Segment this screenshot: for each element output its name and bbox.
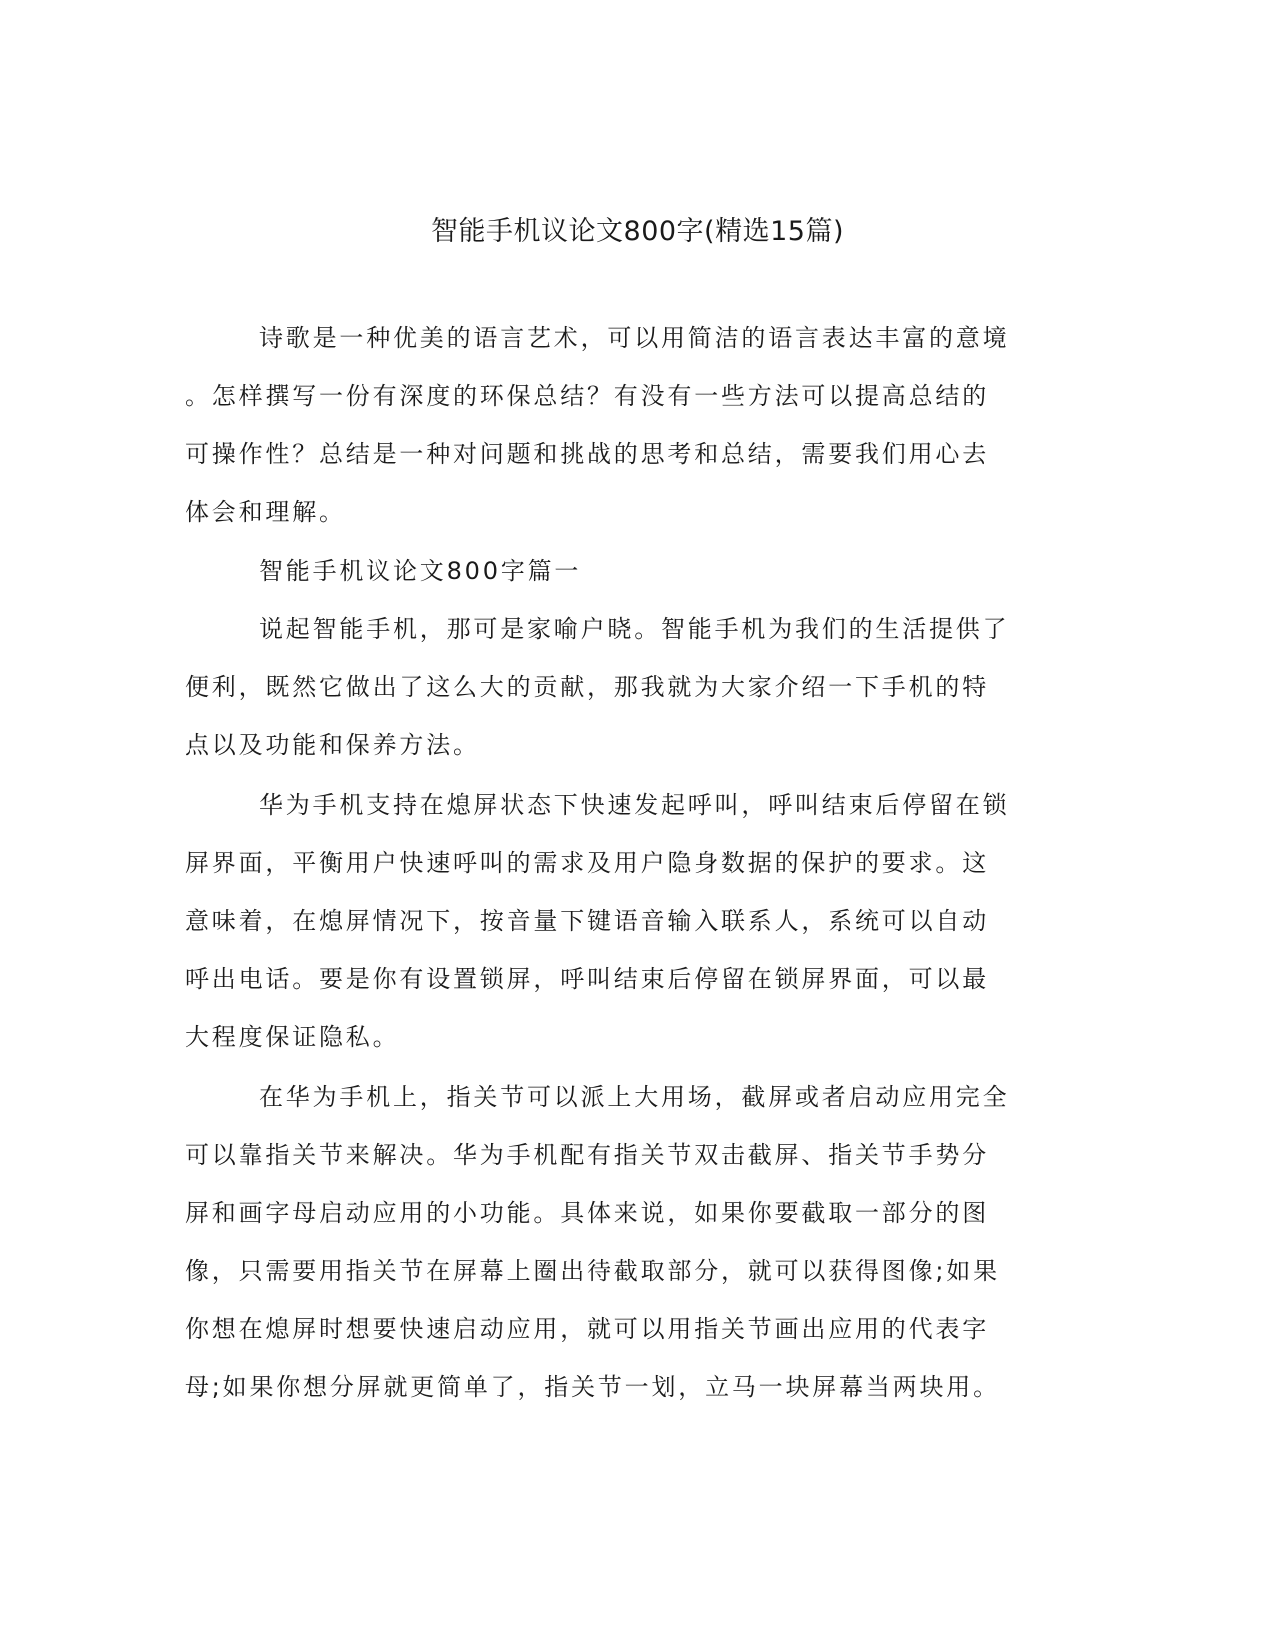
paragraph-line: 便利，既然它做出了这么大的贡献，那我就为大家介绍一下手机的特	[185, 673, 989, 701]
paragraph-line: 华为手机支持在熄屏状态下快速发起呼叫，呼叫结束后停留在锁	[259, 791, 1010, 819]
paragraph-line: 屏和画字母启动应用的小功能。具体来说，如果你要截取一部分的图	[185, 1199, 989, 1227]
paragraph-line: 呼出电话。要是你有设置锁屏，呼叫结束后停留在锁屏界面，可以最	[185, 965, 989, 993]
paragraph-line: 屏界面，平衡用户快速呼叫的需求及用户隐身数据的保护的要求。这	[185, 849, 989, 877]
paragraph-line: 体会和理解。	[185, 498, 346, 526]
paragraph-line: 在华为手机上，指关节可以派上大用场，截屏或者启动应用完全	[259, 1083, 1010, 1111]
page-title: 智能手机议论文800字(精选15篇)	[431, 216, 844, 247]
paragraph-line: 可操作性？总结是一种对问题和挑战的思考和总结，需要我们用心去	[185, 440, 989, 468]
paragraph-line: 你想在熄屏时想要快速启动应用，就可以用指关节画出应用的代表字	[185, 1315, 989, 1343]
paragraph-line: 大程度保证隐私。	[185, 1023, 400, 1051]
paragraph-line: 诗歌是一种优美的语言艺术，可以用简洁的语言表达丰富的意境	[259, 324, 1010, 352]
paragraph-line: 说起智能手机，那可是家喻户晓。智能手机为我们的生活提供了	[259, 615, 1010, 643]
paragraph-line: 意味着，在熄屏情况下，按音量下键语音输入联系人，系统可以自动	[185, 907, 989, 935]
paragraph-line: 可以靠指关节来解决。华为手机配有指关节双击截屏、指关节手势分	[185, 1141, 989, 1169]
paragraph-line: 母;如果你想分屏就更简单了，指关节一划，立马一块屏幕当两块用。	[185, 1373, 1000, 1401]
paragraph-line: 。怎样撰写一份有深度的环保总结？有没有一些方法可以提高总结的	[185, 382, 989, 410]
section-heading: 智能手机议论文800字篇一	[259, 557, 582, 585]
paragraph-line: 像，只需要用指关节在屏幕上圈出待截取部分，就可以获得图像;如果	[185, 1257, 1000, 1285]
paragraph-line: 点以及功能和保养方法。	[185, 731, 480, 759]
